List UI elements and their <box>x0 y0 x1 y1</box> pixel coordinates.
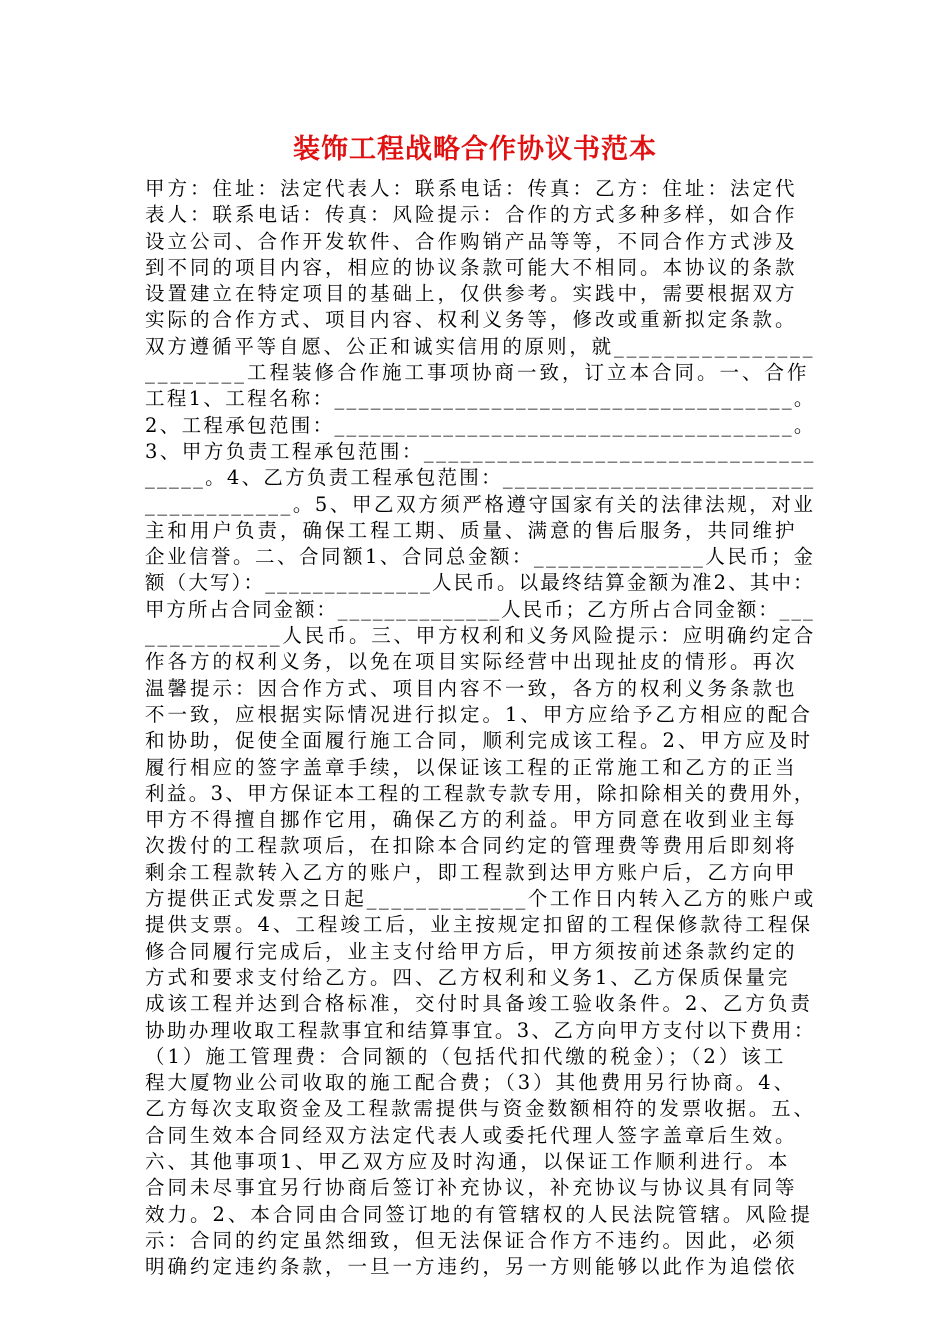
body-line: 2、工程承包范围：______________________________________。 <box>145 413 816 437</box>
body-line: 乙方每次支取资金及工程款需提供与资金数额相符的发票收据。五、 <box>145 1097 816 1121</box>
body-line: 额（大写）：______________人民币。以最终结算金额为准2、其中： <box>145 571 815 595</box>
body-line: 3、甲方负责工程承包范围：________________________________ <box>145 439 816 463</box>
body-line: 利益。3、甲方保证本工程的工程款专款专用，除扣除相关的费用外， <box>145 781 816 805</box>
body-line: _____。4、乙方负责工程承包范围：__________________________ <box>145 466 816 490</box>
body-line: ________工程装修合作施工事项协商一致，订立本合同。一、合作 <box>145 361 810 385</box>
body-line: 提供支票。4、工程竣工后，业主按规定扣留的工程保修款待工程保 <box>145 913 813 937</box>
body-line: 不一致，应根据实际情况进行拟定。1、甲方应给予乙方相应的配合 <box>145 702 813 726</box>
body-line: 合同生效本合同经双方法定代表人或委托代理人签字盖章后生效。 <box>145 1123 798 1147</box>
body-line: 合同未尽事宜另行协商后签订补充协议，补充协议与协议具有同等 <box>145 1176 798 1200</box>
body-line: 六、其他事项1、甲乙双方应及时沟通，以保证工作顺利进行。本 <box>145 1149 791 1173</box>
body-line: 明确约定违约条款，一旦一方违约，另一方则能够以此作为追偿依 <box>145 1255 798 1279</box>
body-line: 示：合同的约定虽然细致，但无法保证合作方不违约。因此，必须 <box>145 1228 798 1252</box>
body-line: 甲方所占合同金额：______________人民币；乙方所占合同金额：___ <box>145 597 815 621</box>
body-line: 甲方：住址：法定代表人：联系电话：传真：乙方：住址：法定代 <box>145 177 798 200</box>
document-body <box>145 176 816 1280</box>
body-line: 次拨付的工程款项后，在扣除本合同约定的管理费等费用后即刻将 <box>145 834 798 858</box>
body-line: 设置建立在特定项目的基础上，仅供参考。实践中，需要根据双方 <box>145 282 798 306</box>
body-line: 协助办理收取工程款事宜和结算事宜。3、乙方向甲方支付以下费用： <box>145 1018 816 1042</box>
body-line: （1）施工管理费：合同额的（包括代扣代缴的税金）；（2）该工 <box>145 1044 787 1068</box>
body-line: 实际的合作方式、项目内容、权利义务等，修改或重新拟定条款。 <box>145 308 798 332</box>
body-line: 设立公司、合作开发软件、合作购销产品等等，不同合作方式涉及 <box>145 229 798 253</box>
body-line: 和协助，促使全面履行施工合同，顺利完成该工程。2、甲方应及时 <box>145 729 813 753</box>
body-line: 成该工程并达到合格标准，交付时具备竣工验收条件。2、乙方负责 <box>145 992 813 1016</box>
body-line: 方式和要求支付给乙方。四、乙方权利和义务1、乙方保质保量完 <box>145 965 791 989</box>
body-line: 主和用户负责，确保工程工期、质量、满意的售后服务，共同维护 <box>145 518 798 542</box>
body-line: ___________人民币。三、甲方权利和义务风险提示：应明确约定合 <box>145 624 816 648</box>
body-line: 双方遵循平等自愿、公正和诚实信用的原则，就________________ <box>145 334 816 358</box>
body-line: 履行相应的签字盖章手续，以保证该工程的正常施工和乙方的正当 <box>145 755 798 779</box>
body-line: 作各方的权利义务，以免在项目实际经营中出现扯皮的情形。再次 <box>145 650 798 674</box>
body-line: 甲方不得擅自挪作它用，确保乙方的利益。甲方同意在收到业主每 <box>145 808 798 832</box>
document-title: 装饰工程战略合作协议书范本 <box>293 134 657 165</box>
body-line: 剩余工程款转入乙方的账户，即工程款到达甲方账户后，乙方向甲 <box>145 860 798 884</box>
body-line: 到不同的项目内容，相应的协议条款可能大不相同。本协议的条款 <box>145 255 798 279</box>
body-line: 修合同履行完成后，业主支付给甲方后，甲方须按前述条款约定的 <box>145 939 798 963</box>
body-line: 表人：联系电话：传真：风险提示：合作的方式多种多样，如合作 <box>145 203 798 227</box>
body-line: ____________。5、甲乙双方须严格遵守国家有关的法律法规，对业 <box>145 492 816 516</box>
body-line: 方提供正式发票之日起_____________个工作日内转入乙方的账户或 <box>145 887 816 911</box>
body-line: 企业信誉。二、合同额1、合同总金额：______________人民币；金 <box>145 545 816 569</box>
body-line: 工程1、工程名称：______________________________________。 <box>145 387 816 411</box>
body-line: 效力。2、本合同由合同签订地的有管辖权的人民法院管辖。风险提 <box>145 1202 813 1226</box>
body-line: 温馨提示：因合作方式、项目内容不一致，各方的权利义务条款也 <box>145 676 798 700</box>
body-line: 程大厦物业公司收取的施工配合费；（3）其他费用另行协商。4、 <box>145 1071 797 1095</box>
